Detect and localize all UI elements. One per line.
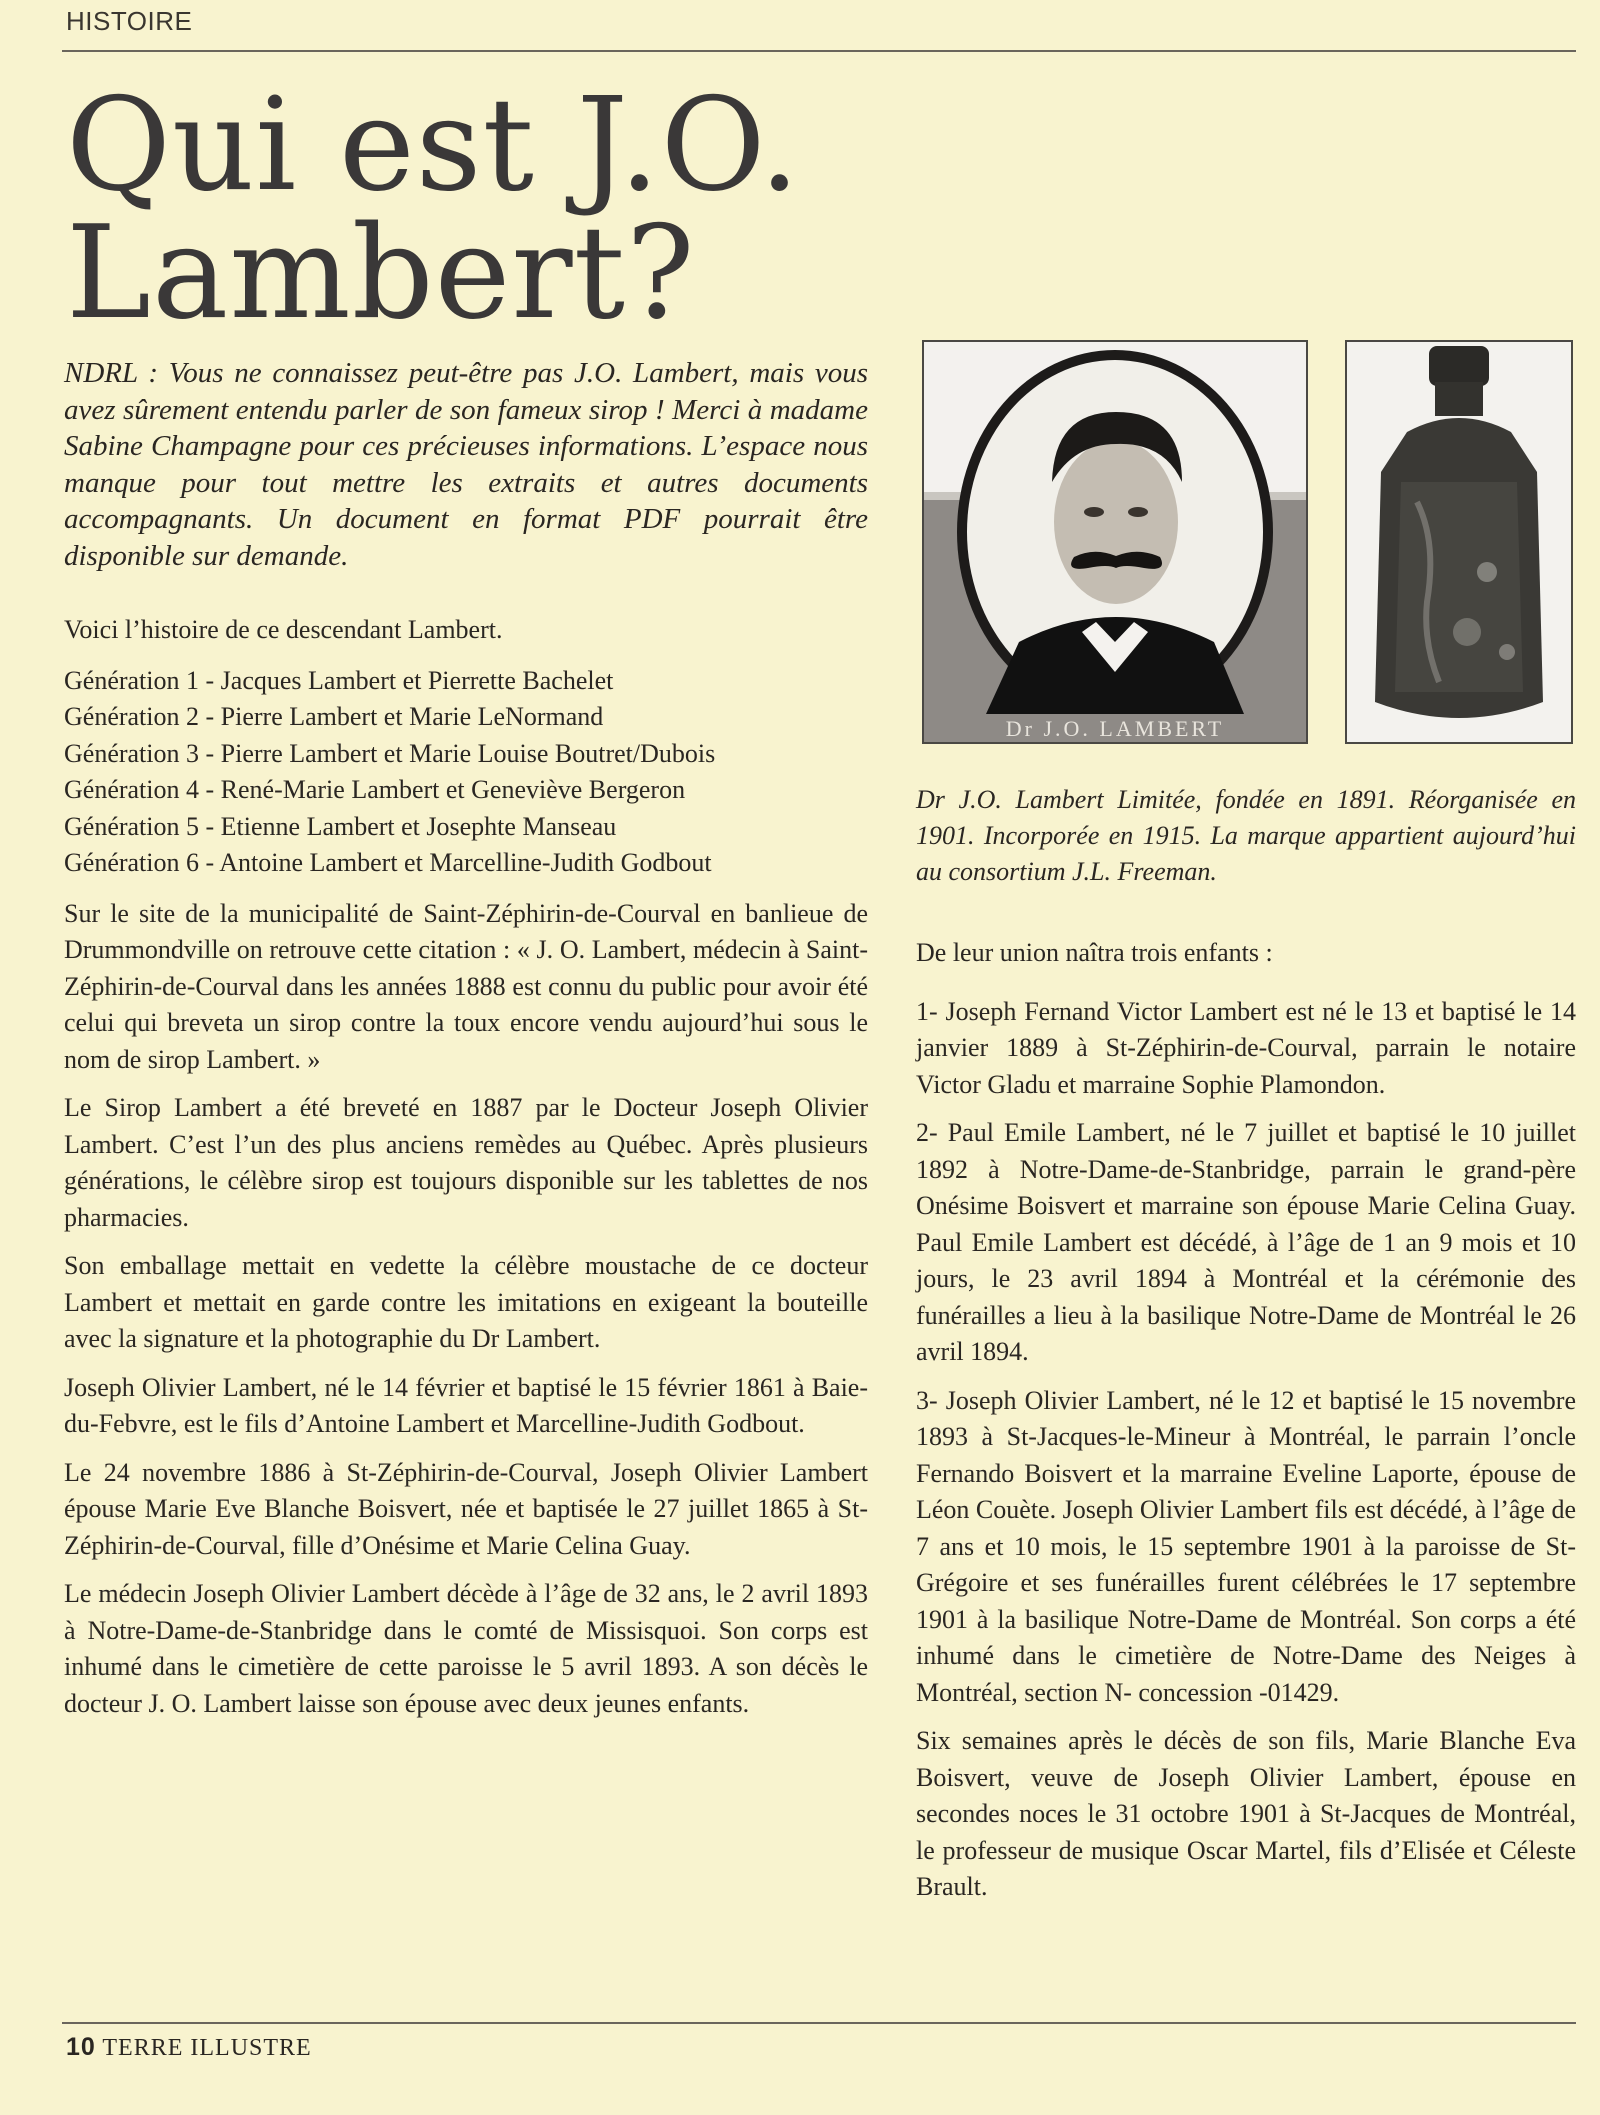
generation-item: Génération 5 - Etienne Lambert et Josephte Manseau <box>64 811 617 841</box>
left-column <box>64 355 868 1734</box>
body-paragraph: Le médecin Joseph Olivier Lambert décède à l’âge de 32 ans, le 2 avril 1893 à Notre-Dame-de-Stanbridge dans le comté de Missisquoi. Son corps est inhumé dans le cimetière de cette paroisse le 5 avril 1893. A son décès le docteur J. O. Lambert laisse son épouse avec deux jeunes enfants. <box>64 1579 868 1718</box>
body-paragraph: De leur union naîtra trois enfants : <box>916 938 1273 967</box>
editor-note: NDRL : Vous ne connaissez peut-être pas J.O. Lambert, mais vous avez sûrement entendu parler de son fameux sirop ! Merci à madame Sabine Champagne pour ces précieuses informations. L’espace nous manque pour tout mettre les extraits et autres documents accompagnants. Un document en format PDF pourrait être disponible sur demande. <box>64 357 868 572</box>
portrait-label: Dr J.O. LAMBERT <box>1005 716 1225 741</box>
body-paragraph: 2- Paul Emile Lambert, né le 7 juillet et baptisé le 10 juillet 1892 à Notre-Dame-de-Stanbridge, parrain le grand-père Onésime Boisvert et marraine son épouse Marie Celina Guay. Paul Emile Lambert est décédé, à l’âge de 1 an 9 mois et 10 jours, le 23 avril 1894 à Montréal et la cérémonie des funérailles a lieu à la basilique Notre-Dame de Montréal le 26 avril 1894. <box>916 1118 1576 1366</box>
section-label: HISTOIRE <box>66 6 193 36</box>
right-column <box>916 935 1576 1918</box>
article-title: Qui est J.O. Lambert? <box>66 71 801 348</box>
portrait-photo <box>922 340 1308 744</box>
bottle-photo <box>1345 340 1573 744</box>
bottle-image <box>1347 342 1571 742</box>
body-paragraph: Le Sirop Lambert a été breveté en 1887 par le Docteur Joseph Olivier Lambert. C’est l’un des plus anciens remèdes au Québec. Après plusieurs générations, le célèbre sirop est toujours disponible sur les tablettes de nos pharmacies. <box>64 1093 868 1232</box>
body-paragraph: 1- Joseph Fernand Victor Lambert est né le 13 et baptisé le 14 janvier 1889 à St-Zéphirin-de-Courval, parrain le notaire Victor Gladu et marraine Sophie Plamondon. <box>916 996 1576 1099</box>
header-rule <box>62 50 1576 52</box>
body-paragraph: Six semaines après le décès de son fils, Marie Blanche Eva Boisvert, veuve de Joseph Olivier Lambert, épouse en secondes noces le 31 octobre 1901 à St-Jacques de Montréal, le professeur de musique Oscar Martel, fils d’Elisée et Céleste Brault. <box>916 1726 1576 1901</box>
generation-item: Génération 2 - Pierre Lambert et Marie LeNormand <box>64 702 604 731</box>
generation-item: Génération 3 - Pierre Lambert et Marie Louise Boutret/Dubois <box>64 738 716 768</box>
photo-caption: Dr J.O. Lambert Limitée, fondée en 1891. Réorganisée en 1901. Incorporée en 1915. La marque appartient aujourd’hui au consortium J.L. Freeman. <box>916 785 1576 886</box>
body-paragraph: Son emballage mettait en vedette la célèbre moustache de ce docteur Lambert et mettait en garde contre les imitations en exigeant la bouteille avec la signature et la photographie du Dr Lambert. <box>64 1251 868 1353</box>
generation-item: Génération 6 - Antoine Lambert et Marcelline-Judith Godbout <box>64 848 712 877</box>
page-footer <box>66 2033 312 2062</box>
generation-item: Génération 4 - René-Marie Lambert et Geneviève Bergeron <box>64 775 686 804</box>
body-paragraph: Joseph Olivier Lambert, né le 14 février et baptisé le 15 février 1861 à Baie-du-Febvre, est le fils d’Antoine Lambert et Marcelline-Judith Godbout. <box>64 1372 868 1438</box>
body-paragraph: 3- Joseph Olivier Lambert, né le 12 et baptisé le 15 novembre 1893 à St-Jacques-le-Mineur à Montréal, le parrain l’oncle Fernando Boisvert et la marraine Eveline Laporte, épouse de Léon Couète. Joseph Olivier Lambert fils est décédé, à l’âge de 7 ans et 10 mois, le 15 septembre 1901 à la paroisse de St-Grégoire et ses funérailles furent célébrées le 17 septembre 1901 à la basilique Notre-Dame de Montréal. Son corps a été inhumé dans le cimetière de Notre-Dame des Neiges à Montréal, section N- concession -01429. <box>916 1385 1576 1707</box>
publication-name: TERRE ILLUSTRE <box>102 2035 312 2061</box>
portrait-image <box>924 342 1306 742</box>
lead-paragraph: Voici l’histoire de ce descendant Lambert. <box>64 615 503 644</box>
page-number: 10 <box>66 2033 96 2061</box>
body-paragraph: Sur le site de la municipalité de Saint-Zéphirin-de-Courval en banlieue de Drummondville on retrouve cette citation : « J. O. Lambert, médecin à Saint-Zéphirin-de-Courval dans les années 1888 est connu du public pour avoir été celui qui breveta un sirop contre la toux encore vendu aujourd’hui sous le nom de sirop Lambert. » <box>64 898 868 1074</box>
body-paragraph: Le 24 novembre 1886 à St-Zéphirin-de-Courval, Joseph Olivier Lambert épouse Marie Eve Blanche Boisvert, née et baptisée le 27 juillet 1865 à St-Zéphirin-de-Courval, fille d’Onésime et Marie Celina Guay. <box>64 1457 868 1560</box>
generation-item: Génération 1 - Jacques Lambert et Pierrette Bachelet <box>64 665 614 695</box>
footer-rule <box>62 2022 1576 2024</box>
generation-list <box>64 663 868 882</box>
